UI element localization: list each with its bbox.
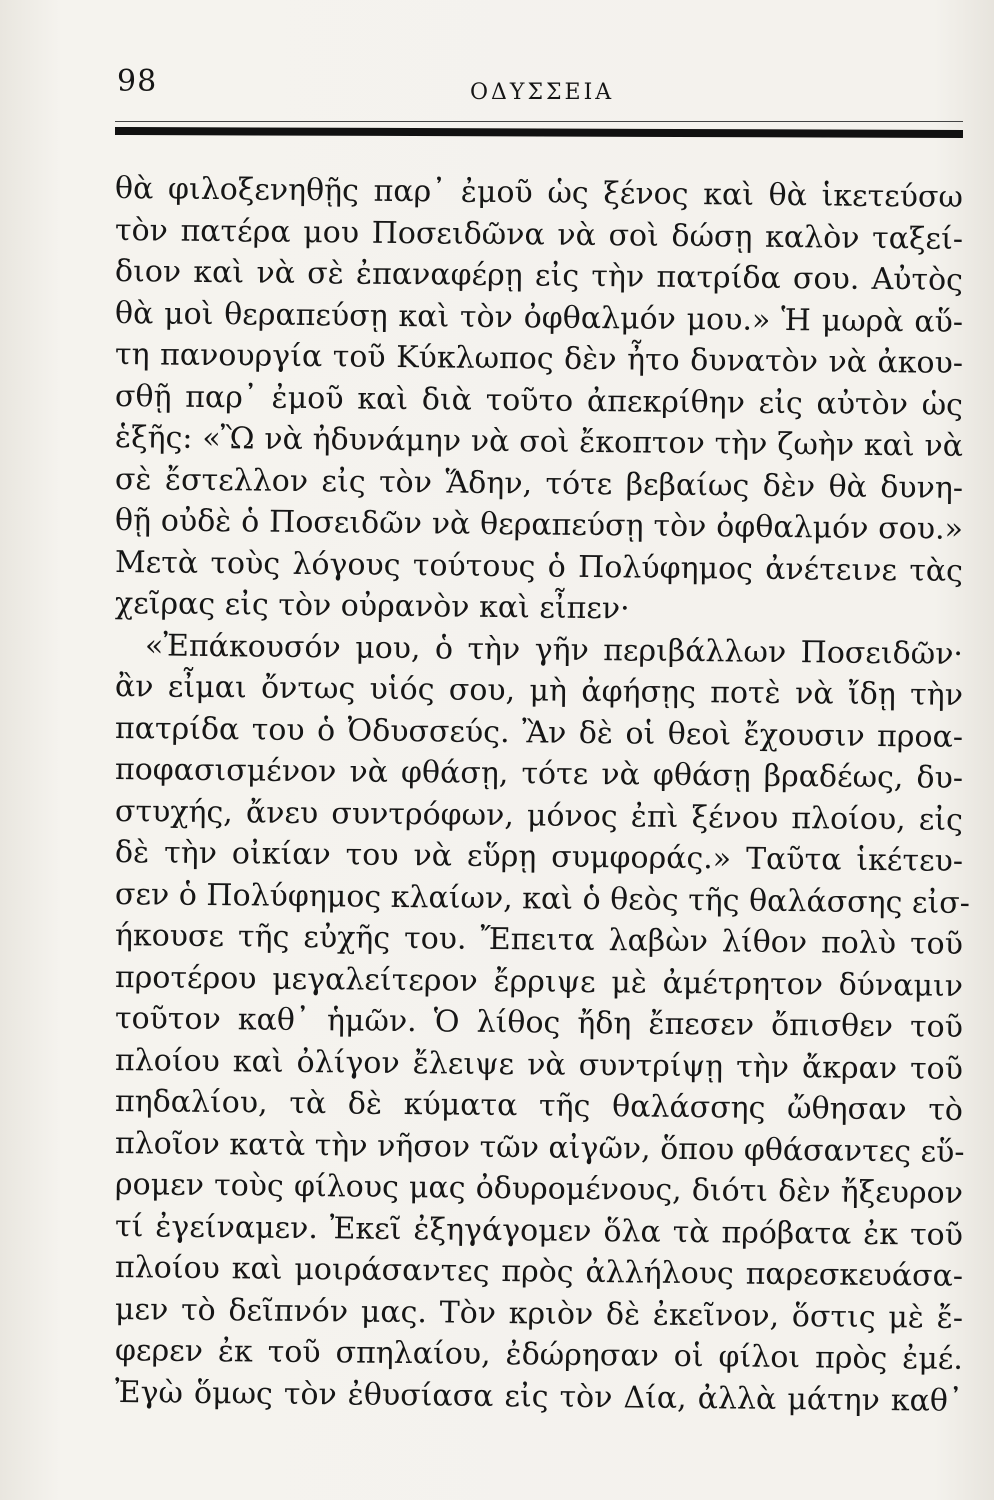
text-line: μεν τὸ δεῖπνόν μας. Τὸν κριὸν δὲ ἐκεῖνον, ὅστις μὲ ἔ- [114,1291,964,1336]
text-line: ποφασισμένον νὰ φθάσῃ, τότε νὰ φθάσῃ βραδέως, δυ- [114,752,964,796]
text-line: πλοίου καὶ ὀλίγον ἔλειψε νὰ συντρίψῃ τὴν ἄκραν τοῦ [114,1042,964,1087]
page-header [0,0,994,140]
text-line: πλοίου καὶ μοιράσαντες πρὸς ἀλλήλους παρεσκευάσα- [114,1250,964,1294]
text-line: τὸν πατέρα μου Ποσειδῶνα νὰ σοὶ δώσῃ καλὸν ταξεί- [114,212,964,257]
text-line: πλοῖον κατὰ τὴν νῆσον τῶν αἰγῶν, ὅπου φθάσαντες εὕ- [114,1125,965,1170]
text-line: θῇ οὐδὲ ὁ Ποσειδῶν νὰ θεραπεύσῃ τὸν ὀφθαλμόν σου.» [114,503,964,547]
text-line: πατρίδα του ὁ Ὀδυσσεύς. Ἂν δὲ οἱ θεοὶ ἔχουσιν προα- [114,710,964,755]
page-number: 98 [117,64,158,99]
text-line: διον καὶ νὰ σὲ ἐπαναφέρῃ εἰς τὴν πατρίδα σου. Αὐτὸς [114,254,964,298]
text-line: Ἐγὼ ὅμως τὸν ἐθυσίασα εἰς τὸν Δία, ἀλλὰ μάτην καθ᾽ [114,1374,964,1419]
text-line: ρομεν τοὺς φίλους μας ὀδυρομένους, διότι δὲν ἤξευρον [114,1167,964,1211]
header-thin-rule [115,121,963,122]
text-line: ἑξῆς: «Ὢ νὰ ἠδυνάμην νὰ σοὶ ἔκοπτον τὴν ζωὴν καὶ νὰ [114,420,964,464]
text-line: θὰ φιλοξενηθῇς παρ᾽ ἐμοῦ ὡς ξένος καὶ θὰ ἱκετεύσω [114,171,964,215]
text-line: Μετὰ τοὺς λόγους τούτους ὁ Πολύφημος ἀνέτεινε τὰς [114,544,964,589]
text-line: ήκουσε τῆς εὐχῆς του. Ἔπειτα λαβὼν λίθον πολὺ τοῦ [114,918,964,962]
text-line: ἂν εἶμαι ὄντως υἱός σου, μὴ ἀφήσῃς ποτὲ νὰ ἴδῃ τὴν [114,669,964,713]
text-line: σὲ ἔστελλον εἰς τὸν Ἅδην, τότε βεβαίως δὲν θὰ δυνη- [114,461,964,506]
text-line: θὰ μοὶ θεραπεύσῃ καὶ τὸν ὀφθαλμόν μου.» Ἡ μωρὰ αὕ- [114,295,964,340]
running-title: ΟΔΥΣΣΕΙΑ [470,80,615,105]
text-line: πηδαλίου, τὰ δὲ κύματα τῆς θαλάσσης ὤθησαν τὸ [114,1084,964,1128]
body-text [114,168,971,1419]
text-line: σεν ὁ Πολύφημος κλαίων, καὶ ὁ θεὸς τῆς θαλάσσης εἰσ- [114,876,971,921]
text-line: προτέρου μεγαλείτερον ἔρριψε μὲ ἀμέτρητον δύναμιν [114,959,964,1004]
text-line: τοῦτον καθ᾽ ἡμῶν. Ὁ λίθος ἤδη ἔπεσεν ὄπισθεν τοῦ [114,1001,964,1045]
text-line: τη πανουργία τοῦ Κύκλωπος δὲν ἦτο δυνατὸν νὰ ἀκου- [114,337,964,381]
text-line: «Ἐπάκουσόν μου, ὁ τὴν γῆν περιβάλλων Ποσειδῶν· [144,627,964,672]
text-line: τί ἐγείναμεν. Ἐκεῖ ἐξηγάγομεν ὅλα τὰ πρόβατα ἐκ τοῦ [114,1208,964,1253]
header-rule [115,127,963,138]
text-line: φερεν ἐκ τοῦ σπηλαίου, ἐδώρησαν οἱ φίλοι πρὸς ἐμέ. [114,1333,964,1377]
text-line: χεῖρας εἰς τὸν οὐρανὸν καὶ εἶπεν· [114,586,630,627]
text-line: δὲ τὴν οἰκίαν του νὰ εὕρῃ συμφοράς.» Ταῦτα ἱκέτευ- [114,835,964,879]
text-line: στυχής, ἄνευ συντρόφων, μόνος ἐπὶ ξένου πλοίου, εἰς [114,793,964,838]
text-line: σθῇ παρ᾽ ἐμοῦ καὶ διὰ τοῦτο ἀπεκρίθην εἰς αὐτὸν ὡς [114,378,964,423]
